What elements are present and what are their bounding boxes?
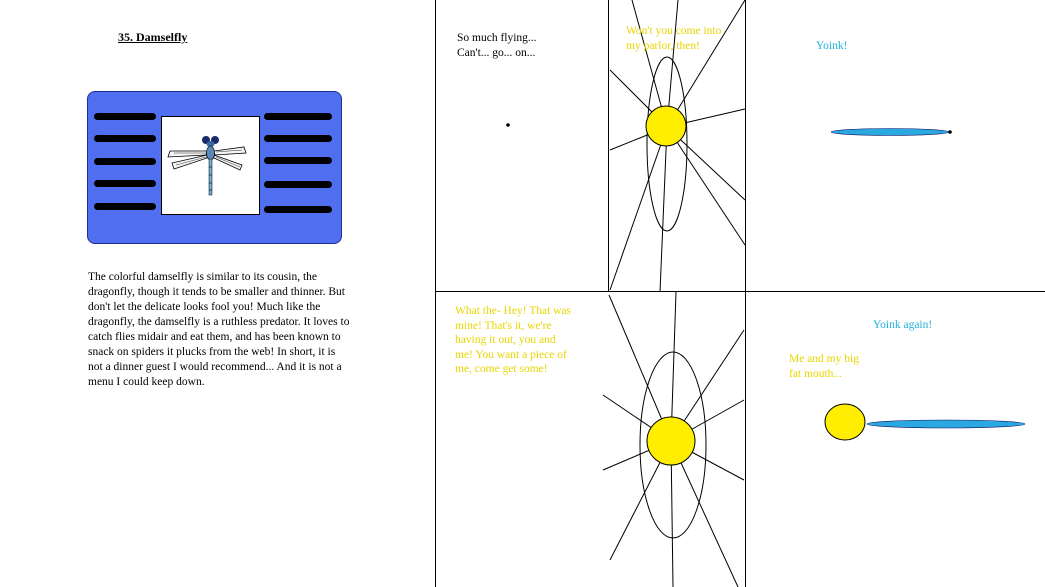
dialogue-line: mine! That's it, we're (455, 319, 552, 332)
fly-icon (506, 123, 510, 127)
dialogue-line: having it out, you and (455, 334, 556, 346)
spider-icon (647, 417, 695, 465)
entry-description: The colorful damselfly is similar to its cousin, the dragonfly, though it tends to be smaller and thinner. But don't let the delicate looks fool you! Much like the dragonfly, the damselfly is a ruthless predator. It loves to catch flies midair and eat them, and has been known to snack on spiders it plucks from the web! In short, it is not a dinner guest I would recommend... And it is not a menu I could keep down. (88, 271, 350, 388)
spider-icon (646, 106, 686, 146)
dialogue-line: Me and my big (789, 353, 859, 365)
spider-icon (825, 404, 865, 440)
dialogue-line: Can't... go... on... (457, 46, 536, 59)
dialogue-line: me! You want a piece of (455, 348, 567, 361)
spider-dialogue (455, 304, 595, 377)
tongue-icon (831, 129, 949, 136)
sound-effect: Yoink! (816, 40, 848, 52)
entry-title: 35. Damselfly (118, 30, 188, 44)
dialogue-line: Won't you come into (626, 25, 722, 37)
dialogue-line: me, come get some! (455, 363, 548, 375)
sound-effect: Yoink again! (873, 319, 933, 331)
dialogue-line: my parlor, then! (626, 39, 700, 52)
fly-icon (948, 130, 952, 134)
fly-dialogue (457, 31, 537, 60)
spider-dialogue (789, 352, 859, 381)
dialogue-line: So much flying... (457, 32, 537, 44)
tongue-icon (867, 420, 1025, 428)
dialogue-line: fat mouth... (789, 367, 843, 380)
spider-dialogue (626, 24, 721, 53)
dialogue-line: What the- Hey! That was (455, 305, 572, 317)
